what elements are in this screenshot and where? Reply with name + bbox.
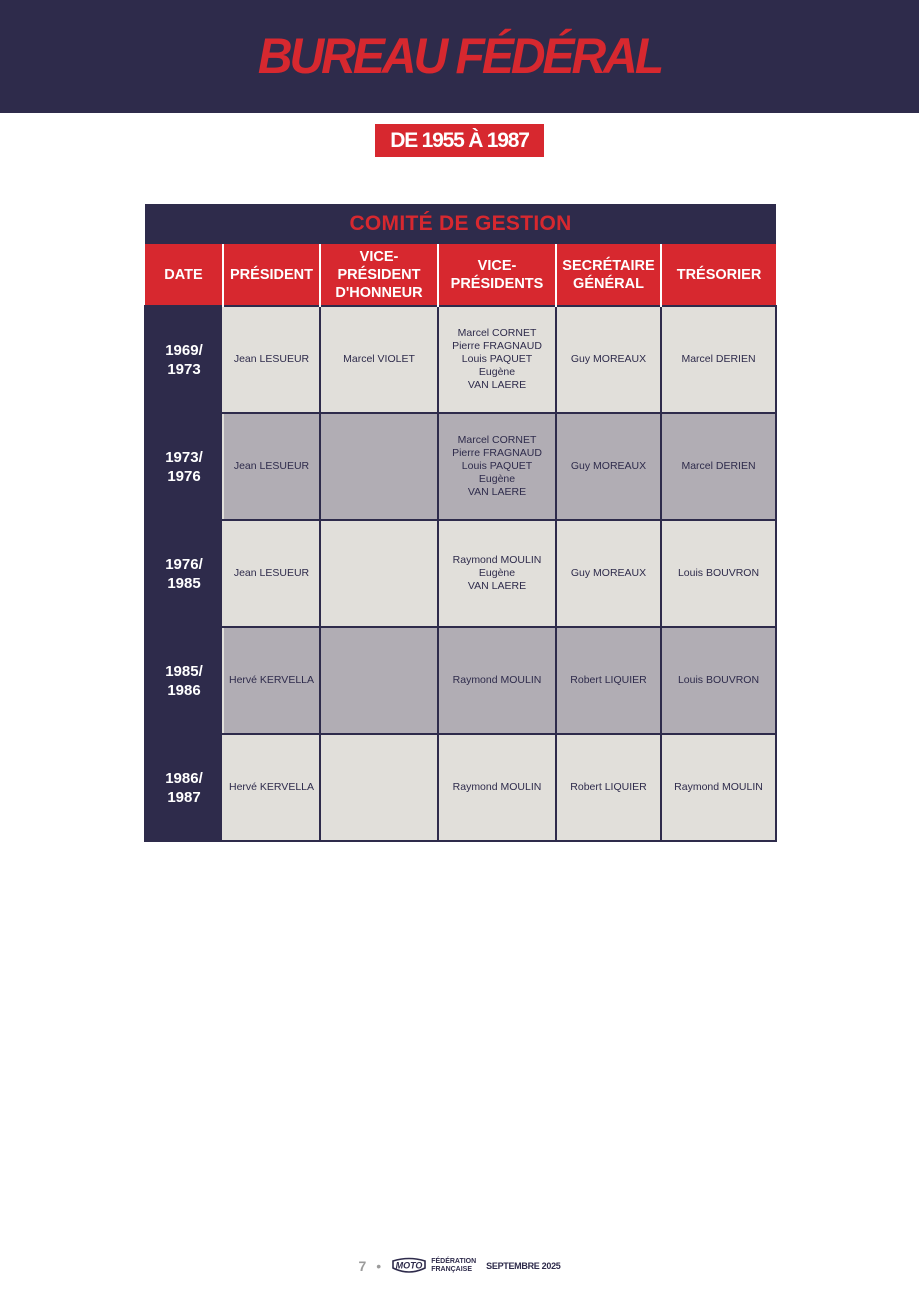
table-row [145,520,776,627]
column-header-tresorier: TRÉSORIER [661,244,776,306]
row-president: Hervé KERVELLA [223,734,320,841]
row-president: Hervé KERVELLA [223,627,320,734]
federation-line-2: FRANÇAISE [431,1266,473,1273]
row-secretaire: Robert LIQUIER [556,627,661,734]
table-row [145,413,776,520]
table-row [145,734,776,841]
federation-name [431,1258,476,1274]
moto-logo-icon [391,1257,427,1275]
committee-table-container [144,204,775,842]
column-header-secretaire: SECRÉTAIRE GÉNÉRAL [556,244,661,306]
row-secretaire: Guy MOREAUX [556,520,661,627]
row-vp-honneur [320,734,438,841]
row-vp-honneur: Marcel VIOLET [320,306,438,413]
row-vp-honneur [320,520,438,627]
federation-line-1: FÉDÉRATION [431,1258,477,1265]
row-date: 1986/ 1987 [145,734,223,841]
row-tresorier: Louis BOUVRON [661,627,776,734]
row-president: Jean LESUEUR [223,520,320,627]
moto-logo-text: MOTO [395,1260,423,1271]
footer-separator: • [376,1258,382,1274]
row-president: Jean LESUEUR [223,306,320,413]
row-secretaire: Guy MOREAUX [556,306,661,413]
column-header-date: DATE [145,244,223,306]
row-tresorier: Raymond MOULIN [661,734,776,841]
page-header [0,0,919,113]
row-secretaire: Guy MOREAUX [556,413,661,520]
row-vice-presidents: Marcel CORNET Pierre FRAGNAUD Louis PAQUET Eugène VAN LAERE [438,306,556,413]
row-vice-presidents: Marcel CORNET Pierre FRAGNAUD Louis PAQUET Eugène VAN LAERE [438,413,556,520]
committee-table [144,204,777,842]
ffm-logo [391,1257,476,1275]
row-vice-presidents: Raymond MOULIN Eugène VAN LAERE [438,520,556,627]
row-tresorier: Louis BOUVRON [661,520,776,627]
row-tresorier: Marcel DERIEN [661,306,776,413]
row-secretaire: Robert LIQUIER [556,734,661,841]
page-title: BUREAU FÉDÉRAL [257,28,662,85]
row-tresorier: Marcel DERIEN [661,413,776,520]
column-header-vp-honneur: VICE-PRÉSIDENT D'HONNEUR [320,244,438,306]
row-date: 1985/ 1986 [145,627,223,734]
issue-date: SEPTEMBRE 2025 [486,1261,561,1271]
row-vice-presidents: Raymond MOULIN [438,734,556,841]
page-number: 7 [358,1258,367,1274]
row-date: 1973/ 1976 [145,413,223,520]
column-header-president: PRÉSIDENT [223,244,320,306]
column-header-vice-presidents: VICE-PRÉSIDENTS [438,244,556,306]
period-badge: DE 1955 À 1987 [375,124,544,157]
table-row [145,627,776,734]
row-vp-honneur [320,413,438,520]
table-caption: COMITÉ DE GESTION [145,204,776,244]
row-president: Jean LESUEUR [223,413,320,520]
row-date: 1969/ 1973 [145,306,223,413]
row-vp-honneur [320,627,438,734]
table-row [145,306,776,413]
table-header-row [145,244,776,306]
row-vice-presidents: Raymond MOULIN [438,627,556,734]
page-footer [0,1257,919,1275]
row-date: 1976/ 1985 [145,520,223,627]
